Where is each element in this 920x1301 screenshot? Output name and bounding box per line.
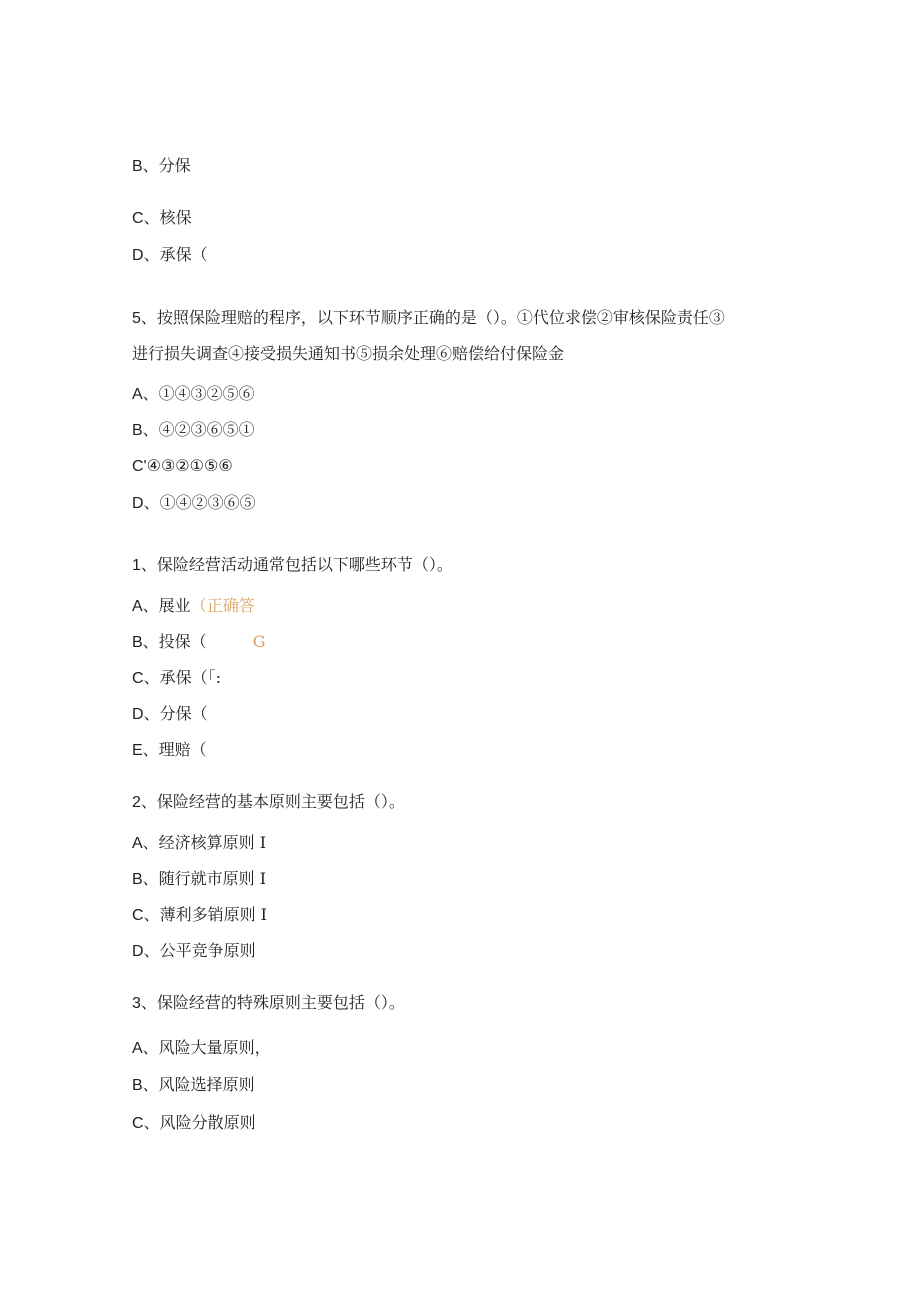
option-label: D [132, 495, 144, 512]
option-q1-c [132, 668, 221, 689]
option-text: 、投保（ [142, 632, 207, 651]
option-q1-a [132, 596, 255, 617]
option-label: B [132, 1077, 143, 1094]
option-q3-c [132, 1113, 256, 1134]
option-q2-c [132, 905, 267, 926]
option-prev-b [132, 156, 191, 177]
question-5-stem [132, 308, 725, 329]
question-number: 5 [132, 310, 141, 327]
option-text: 、分保 [142, 156, 191, 175]
option-text: 、④②③⑥⑤① [142, 420, 255, 439]
answer-annotation: （正确答 [190, 596, 255, 615]
option-text: 、经济核算原则 I [142, 833, 267, 852]
question-2-stem [132, 792, 405, 813]
question-stem-line1: 、按照保险理赔的程序，以下环节顺序正确的是（）。①代位求偿②审核保险责任③ [140, 308, 725, 327]
option-q2-b [132, 869, 266, 890]
option-label: B [132, 871, 143, 888]
option-label: C [132, 670, 144, 687]
option-text: 、分保（ [143, 704, 208, 723]
option-q5-d [132, 493, 256, 514]
option-label: D [132, 943, 144, 960]
question-number: 2 [132, 794, 141, 811]
option-label: A [132, 1040, 143, 1057]
option-text: 、风险大量原则， [142, 1038, 271, 1057]
option-label: E [132, 742, 143, 759]
question-stem: 、保险经营活动通常包括以下哪些环节（）。 [140, 555, 453, 574]
answer-annotation: G [252, 632, 266, 651]
option-q5-b [132, 420, 255, 441]
question-stem-line2: 进行损失调查④接受损失通知书⑤损余处理⑥赔偿给付保险金 [132, 344, 565, 363]
question-5-stem-cont [132, 344, 564, 364]
option-text: 、①④②③⑥⑤ [143, 493, 256, 512]
option-label: C [132, 210, 144, 227]
option-label: C [132, 1115, 144, 1132]
question-3-stem [132, 993, 405, 1014]
question-number: 1 [132, 557, 141, 574]
option-label: D [132, 706, 144, 723]
option-q1-b [132, 632, 265, 653]
option-label: D [132, 247, 144, 264]
option-text: 、①④③②⑤⑥ [142, 384, 255, 403]
question-number: 3 [132, 995, 141, 1012]
question-stem: 、保险经营的特殊原则主要包括（）。 [140, 993, 405, 1012]
option-label: A [132, 386, 143, 403]
option-text: 、理赔（ [142, 740, 207, 759]
option-text: 、公平竞争原则 [143, 941, 256, 960]
option-label: B [132, 158, 143, 175]
option-q1-d [132, 704, 208, 725]
option-text: 、核保 [143, 208, 192, 227]
option-q3-a [132, 1038, 271, 1059]
option-label: C [132, 907, 144, 924]
option-text: 、风险分散原则 [143, 1113, 256, 1132]
option-text: 、承保（「: [143, 668, 221, 687]
option-text: 、风险选择原则 [142, 1075, 255, 1094]
option-text: 、随行就市原则 I [142, 869, 267, 888]
question-stem: 、保险经营的基本原则主要包括（）。 [140, 792, 405, 811]
option-q2-d [132, 941, 256, 962]
option-label: B [132, 634, 143, 651]
option-prev-c [132, 208, 192, 229]
option-label: A [132, 835, 143, 852]
option-q1-e [132, 740, 207, 761]
option-text: 、展业 [142, 596, 191, 615]
option-text: ④③②①⑤⑥ [146, 456, 233, 475]
option-label: C' [132, 458, 147, 475]
option-prev-d [132, 245, 208, 266]
option-text: 、薄利多销原则 I [143, 905, 267, 924]
option-q3-b [132, 1075, 255, 1096]
option-label: A [132, 598, 143, 615]
option-q5-a [132, 384, 255, 405]
option-text: 、承保（ [143, 245, 208, 264]
option-q2-a [132, 833, 266, 854]
option-label: B [132, 422, 143, 439]
question-1-stem [132, 555, 453, 576]
option-q5-c [132, 456, 233, 477]
